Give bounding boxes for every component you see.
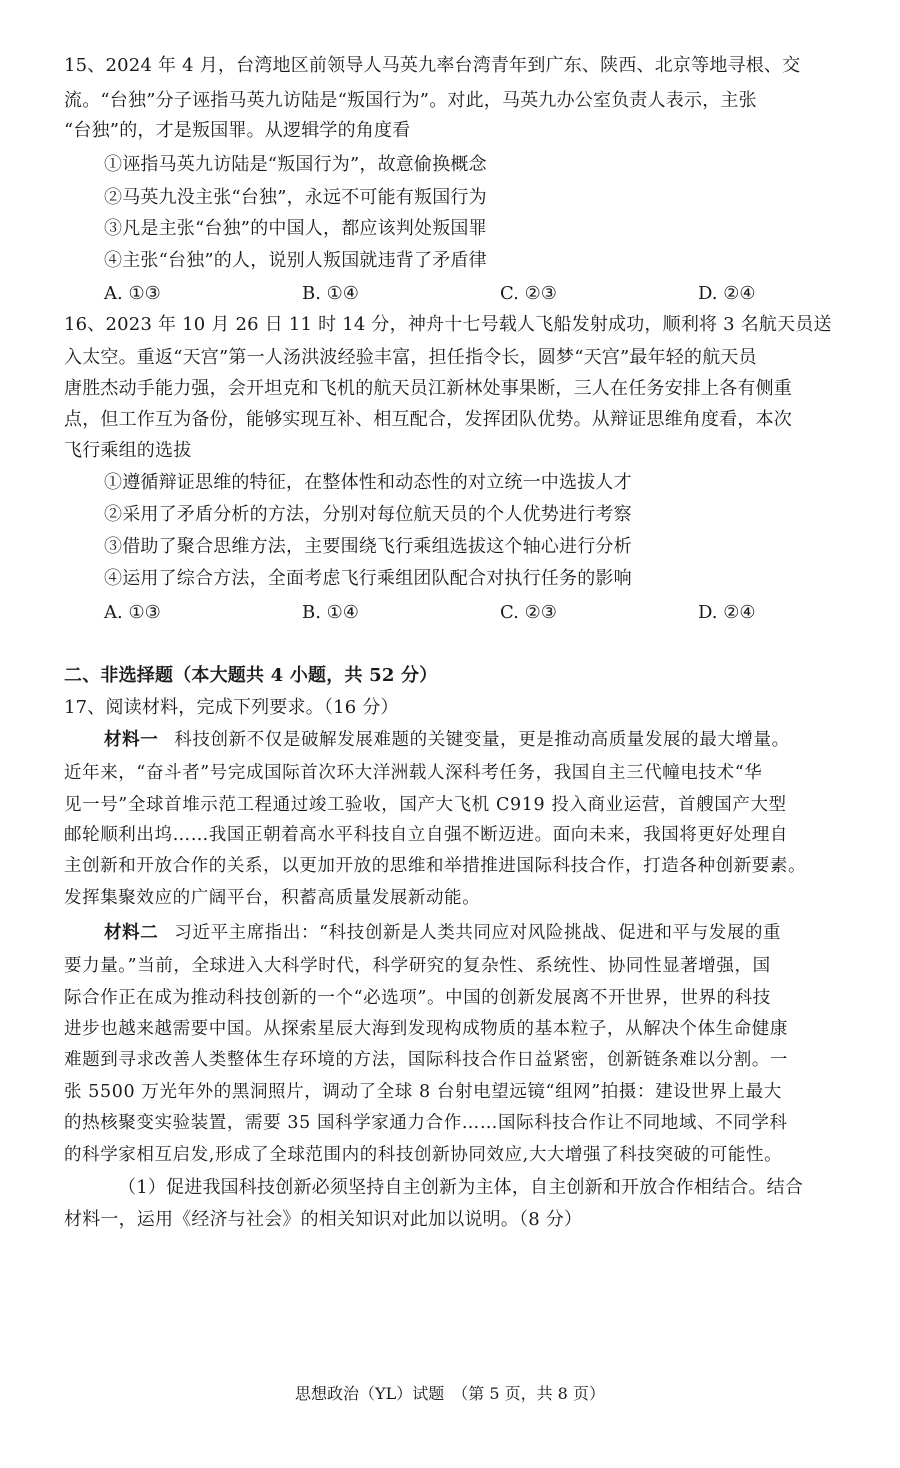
material-2-line: 张 5500 万光年外的黑洞照片，调动了全球 8 台射电望远镜“组网”拍摄：建设世界上最大 [64, 1082, 782, 1102]
material-2-first-text: 习近平主席指出：“科技创新是人类共同应对风险挑战、促进和平与发展的重 [174, 923, 782, 943]
material-1-first-line [104, 727, 854, 753]
material-2-line: 的热核聚变实验装置，需要 35 国科学家通力合作……国际科技合作让不同地域、不同学科 [64, 1113, 788, 1133]
material-1-label: 材料一 [104, 730, 159, 750]
q15-stem-line-3: “台独”的，才是叛国罪。从逻辑学的角度看 [64, 120, 411, 141]
q16-option-c: C. ②③ [500, 602, 557, 623]
q16-statement-4: ④运用了综合方法，全面考虑飞行乘组团队配合对执行任务的影响 [104, 568, 632, 589]
q16-stem-line-1: 16、2023 年 10 月 26 日 11 时 14 分，神舟十七号载人飞船发射成功，顺利将 3 名航天员送 [64, 314, 832, 335]
q15-option-d: D. ②④ [698, 283, 756, 304]
q16-stem-line-4: 点，但工作互为备份，能够实现互补、相互配合，发挥团队优势。从辩证思维角度看，本次 [64, 409, 792, 430]
material-2-line: 进步也越来越需要中国。从探索星辰大海到发现构成物质的基本粒子，从解决个体生命健康 [64, 1019, 788, 1039]
q15-options [104, 281, 804, 307]
q16-statement-1: ①遵循辩证思维的特征，在整体性和动态性的对立统一中选拔人才 [104, 472, 632, 493]
q15-statement-2: ②马英九没主张“台独”，永远不可能有叛国行为 [104, 187, 487, 208]
q16-option-d: D. ②④ [698, 602, 756, 623]
q17-subquestion-1-line-1: （1）促进我国科技创新必须坚持自主创新为主体，自主创新和开放合作相结合。结合 [118, 1177, 804, 1198]
q16-statement-2: ②采用了矛盾分析的方法，分别对每位航天员的个人优势进行考察 [104, 504, 632, 525]
q16-option-b: B. ①④ [302, 602, 359, 623]
q16-stem-line-5: 飞行乘组的选拔 [64, 440, 192, 461]
material-2-first-line [104, 920, 854, 946]
material-2-line: 要力量。”当前，全球进入大科学时代，科学研究的复杂性、系统性、协同性显著增强，国 [64, 956, 771, 976]
q16-stem-line-2: 入太空。重返“天宫”第一人汤洪波经验丰富，担任指令长，圆梦“天宫”最年轻的航天员 [64, 347, 757, 368]
material-1-line: 近年来，“奋斗者”号完成国际首次环大洋洲载人深科考任务，我国自主三代幢电技术“华 [64, 763, 763, 783]
q16-option-a: A. ①③ [104, 602, 161, 623]
material-2-label: 材料二 [104, 923, 159, 943]
page-footer: 思想政治（YL）试题 （第 5 页，共 8 页） [295, 1384, 605, 1403]
material-2-line: 际合作正在成为推动科技创新的一个“必选项”。中国的创新发展离不开世界，世界的科技 [64, 988, 771, 1008]
q17-subquestion-1-line-2: 材料一，运用《经济与社会》的相关知识对此加以说明。（8 分） [64, 1209, 583, 1230]
q15-statement-4: ④主张“台独”的人，说别人叛国就违背了矛盾律 [104, 250, 487, 271]
material-1-first-text: 科技创新不仅是破解发展难题的关键变量，更是推动高质量发展的最大增量。 [174, 730, 790, 750]
q15-stem-line-1: 15、2024 年 4 月，台湾地区前领导人马英九率台湾青年到广东、陕西、北京等地寻根、交 [64, 55, 801, 76]
section-heading: 二、非选择题（本大题共 4 小题，共 52 分） [64, 665, 438, 686]
q16-options [104, 600, 804, 626]
material-1-line: 主创新和开放合作的关系，以更加开放的思维和举措推进国际科技合作，打造各种创新要素。 [64, 856, 807, 876]
q15-stem-line-2: 流。“台独”分子诬指马英九访陆是“叛国行为”。对此，马英九办公室负责人表示，主张 [64, 90, 757, 111]
q15-option-b: B. ①④ [302, 283, 359, 304]
q15-option-a: A. ①③ [104, 283, 161, 304]
q17-intro: 17、阅读材料，完成下列要求。（16 分） [64, 697, 399, 718]
material-2-line: 难题到寻求改善人类整体生存环境的方法，国际科技合作日益紧密，创新链条难以分割。一 [64, 1050, 788, 1070]
material-1-line: 见一号”全球首堆示范工程通过竣工验收，国产大飞机 C919 投入商业运营，首艘国产大型 [64, 795, 787, 815]
material-1-line: 发挥集聚效应的广阔平台，积蓄高质量发展新动能。 [64, 888, 481, 908]
q16-stem-line-3: 唐胜杰动手能力强，会开坦克和飞机的航天员江新林处事果断，三人在任务安排上各有侧重 [64, 378, 792, 399]
material-2-line: 的科学家相互启发,形成了全球范围内的科技创新协同效应,大大增强了科技突破的可能性。 [64, 1145, 783, 1165]
q15-option-c: C. ②③ [500, 283, 557, 304]
material-1-line: 邮轮顺利出坞……我国正朝着高水平科技自立自强不断迈进。面向未来，我国将更好处理自 [64, 825, 788, 845]
q16-statement-3: ③借助了聚合思维方法，主要围绕飞行乘组选拔这个轴心进行分析 [104, 536, 632, 557]
q15-statement-3: ③凡是主张“台独”的中国人，都应该判处叛国罪 [104, 218, 487, 239]
q15-statement-1: ①诬指马英九访陆是“叛国行为”，故意偷换概念 [104, 154, 487, 175]
